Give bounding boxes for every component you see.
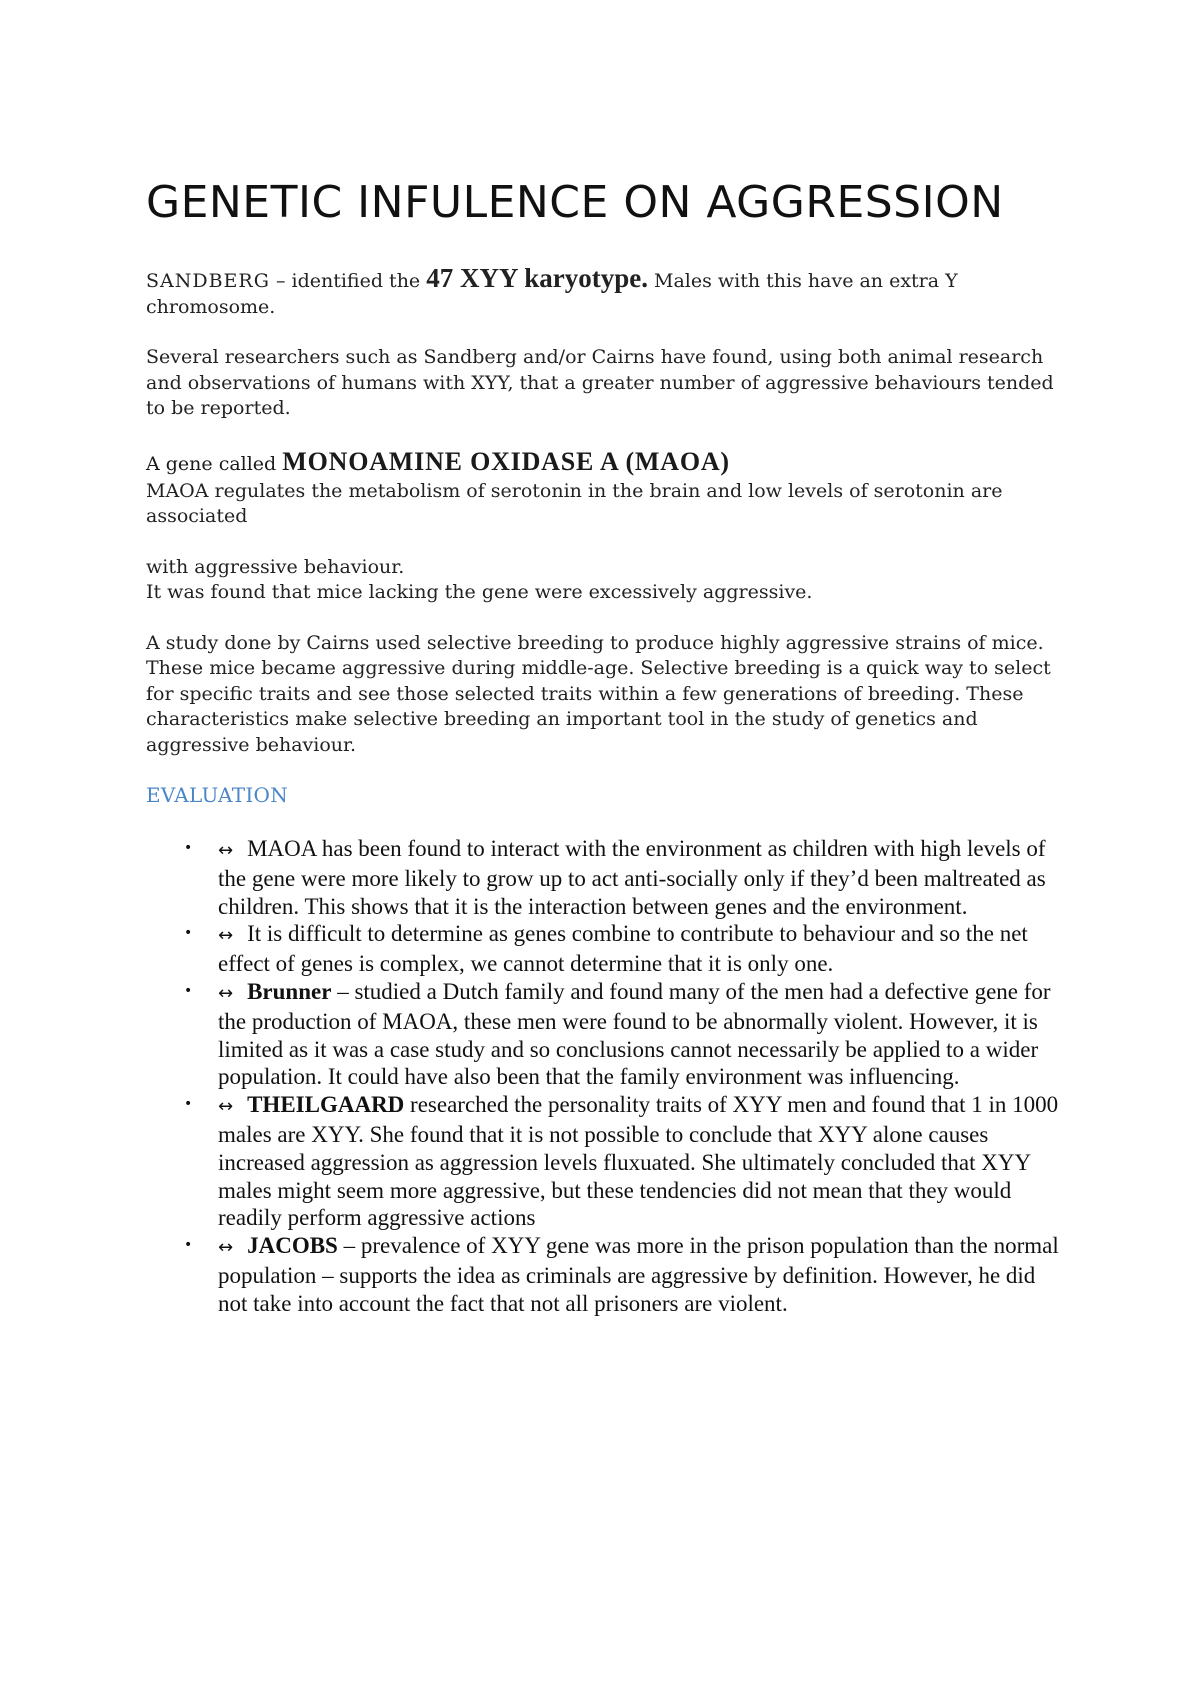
list-item	[146, 978, 1066, 1091]
maoa-line-3: It was found that mice lacking the gene were excessively aggressive.	[146, 581, 813, 603]
maoa-section	[146, 447, 1066, 606]
list-item	[146, 1232, 1066, 1317]
eval-text: – prevalence of XYY gene was more in the prison population than the normal population – supports the idea as criminals are aggressive by definition. However, he did not take into account the fact that not all prisoners are violent.	[218, 1233, 1059, 1316]
list-item	[146, 920, 1066, 978]
eval-bold: JACOBS	[247, 1233, 338, 1259]
double-arrow-icon: ↔	[218, 1237, 234, 1259]
bullet-icon: •	[184, 925, 193, 942]
karyotype-term: 47 XYY karyotype.	[426, 263, 648, 293]
maoa-prefix: A gene called	[146, 452, 283, 475]
sandberg-rest: Males with this have an extra Y chromosome.	[146, 270, 958, 318]
sandberg-mid: – identified the	[269, 270, 427, 292]
document-page	[146, 174, 1066, 1318]
double-arrow-icon: ↔	[218, 925, 234, 947]
double-arrow-icon: ↔	[218, 1096, 234, 1118]
sandberg-name: SANDBERG	[146, 270, 270, 292]
maoa-heading-line	[146, 447, 1066, 479]
eval-text: researched the personality traits of XYY men and found that 1 in 1000 males are XYY. She found that it is not possible to conclude that XYY alone causes increased aggression as aggression levels fluxuated. She ultimately concluded that XYY males might seem more aggressive, but these tendencies did not mean that they would readily perform aggressive actions	[218, 1092, 1059, 1231]
double-arrow-icon: ↔	[218, 982, 234, 1004]
eval-bold: Brunner	[247, 978, 332, 1004]
evaluation-heading: EVALUATION	[146, 783, 289, 807]
cairns-paragraph: A study done by Cairns used selective breeding to produce highly aggressive strains of mice. These mice became aggressive during middle-age. Selective breeding is a quick way to select for specific traits and see those selected traits within a few generations of breeding. These characteristics make selective breeding an important tool in the study of genetics and aggressive behaviour.	[146, 631, 1051, 756]
eval-text: It is difficult to determine as genes combine to contribute to behaviour and so the net effect of genes is complex, we cannot determine that it is only one.	[218, 921, 1028, 977]
list-item	[146, 835, 1066, 920]
bullet-icon: •	[184, 1096, 193, 1113]
sandberg-paragraph	[146, 263, 1066, 320]
maoa-line-2: with aggressive behaviour.	[146, 555, 405, 578]
maoa-line-1: MAOA regulates the metabolism of serotonin in the brain and low levels of serotonin are associated	[146, 479, 1003, 527]
researchers-paragraph: Several researchers such as Sandberg and/or Cairns have found, using both animal research and observations of humans with XYY, that a greater number of aggressive behaviours tended to be reported.	[146, 346, 1054, 419]
bullet-icon: •	[184, 840, 193, 856]
evaluation-list	[146, 835, 1066, 1318]
page-title: GENETIC INFULENCE ON AGGRESSION	[146, 177, 1004, 228]
eval-text: – studied a Dutch family and found many of the men had a defective gene for the production of MAOA, these men were found to be abnormally violent. However, it is limited as it was a case study and so conclusions cannot necessarily be applied to a wider population. It could have also been that the family environment was influencing.	[218, 978, 1051, 1090]
maoa-heading: MONOAMINE OXIDASE A (MAOA)	[282, 446, 730, 476]
double-arrow-icon: ↔	[218, 840, 234, 861]
list-item	[146, 1091, 1066, 1232]
eval-text: MAOA has been found to interact with the environment as children with high levels of the gene were more likely to grow up to act anti-socially only if they’d been maltreated as children. This shows that it is the interaction between genes and the environment.	[218, 836, 1046, 919]
bullet-icon: •	[184, 982, 193, 999]
eval-bold: THEILGAARD	[247, 1092, 405, 1118]
bullet-icon: •	[184, 1237, 193, 1254]
